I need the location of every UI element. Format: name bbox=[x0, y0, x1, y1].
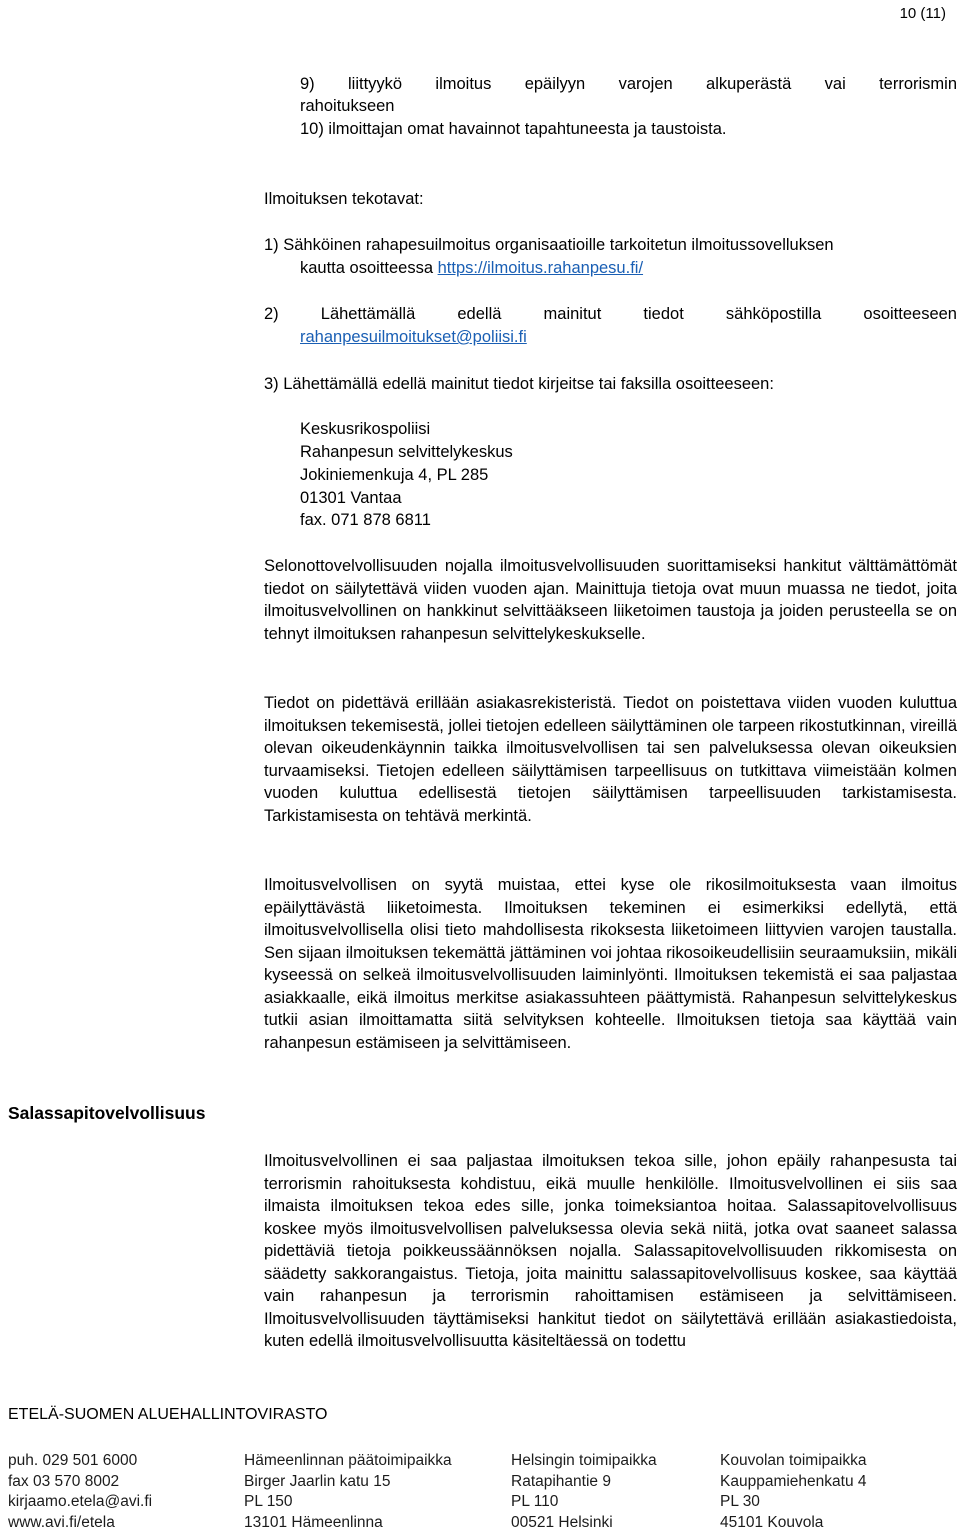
office-street: Kauppamiehenkatu 4 bbox=[720, 1472, 867, 1490]
office-name: Kouvolan toimipaikka bbox=[720, 1452, 867, 1469]
office-pobox: PL 150 bbox=[244, 1493, 293, 1510]
method-3-line1: 3) Lähettämällä edellä mainitut tiedot kirjeitse tai faksilla osoitteeseen: bbox=[264, 375, 774, 393]
address-line: Keskusrikospoliisi bbox=[300, 420, 431, 438]
footer-fax: fax 03 570 8002 bbox=[8, 1472, 120, 1490]
office-pobox: PL 30 bbox=[720, 1493, 760, 1510]
ilmoitus-link[interactable]: https://ilmoitus.rahanpesu.fi/ bbox=[437, 259, 644, 277]
office-name: Helsingin toimipaikka bbox=[511, 1452, 657, 1469]
email-link[interactable]: rahanpesuilmoitukset@poliisi.fi bbox=[300, 328, 527, 346]
method-2-line2 bbox=[300, 326, 527, 348]
office-postal: 00521 Helsinki bbox=[511, 1513, 613, 1531]
footer-office-kouvola bbox=[720, 1451, 867, 1533]
page-number: 10 (11) bbox=[899, 5, 946, 22]
office-street: Ratapihantie 9 bbox=[511, 1472, 611, 1490]
methods-heading: Ilmoituksen tekotavat: bbox=[264, 190, 424, 208]
paragraph-confidentiality: Ilmoitusvelvollinen ei saa paljastaa ilmoituksen tekoa sille, johon epäily rahanpesusta tai terrorismin rahoituksesta kohdistuu, eikä muulle henkilölle. Ilmoitusvelvollinen ei siis saa ilmaista ilmoituksen tekoa edes sille, jonka toimeksiantoa hoitaa. Salassapitovelvollisuus koskee myös ilmoitusvelvollisen palveluksessa olevia sekä niitä, jotka ovat saaneet salassa pidettäviä tietoja poikkeussäännöksen nojalla. Salassapitovelvollisuuden rikkomisesta on säädetty sakkorangaistus. Tietoja, joita mainittu salassapitovelvollisuus koskee, saa käyttää vain rahanpesun ja terrorismin rahoittamisen estämiseen ja selvittämiseen. Ilmoitusvelvollisuuden täyttämiseksi hankitut tiedot on säilytettävä erillään asiakastiedoista, kuten edellä ilmoitusvelvollisuutta käsiteltäessä on todettu bbox=[264, 1152, 957, 1350]
method-1-line2: kautta osoitteessa https://ilmoitus.rahanpesu.fi/ bbox=[300, 259, 644, 277]
footer-website[interactable]: www.avi.fi/etela bbox=[8, 1513, 115, 1531]
address-line: 01301 Vantaa bbox=[300, 489, 402, 507]
section-heading-confidentiality: Salassapitovelvollisuus bbox=[8, 1103, 206, 1123]
list-item-10: 10) ilmoittajan omat havainnot tapahtuneesta ja taustoista. bbox=[300, 120, 727, 138]
fax-line: fax. 071 878 6811 bbox=[300, 511, 431, 529]
footer-phone: puh. 029 501 6000 bbox=[8, 1452, 138, 1469]
list-item-9-line1: 9) liittyykö ilmoitus epäilyyn varojen alkuperästä vai terrorismin bbox=[300, 75, 958, 93]
agency-name: ETELÄ-SUOMEN ALUEHALLINTOVIRASTO bbox=[8, 1406, 328, 1423]
method-1-line1: 1) Sähköinen rahapesuilmoitus organisaatioille tarkoitetun ilmoitussovelluksen bbox=[264, 236, 834, 254]
paragraph-retention: Selonottovelvollisuuden nojalla ilmoitusvelvollisuuden suorittamiseksi hankitut välttämättömät tiedot on säilytettävä viiden vuoden ajan. Mainittuja tietoja ovat muun muassa ne tiedot, joita ilmoitusvelvollinen on hankkinut selvittääkseen liiketoimen taustoja ja joiden perusteella se on tehnyt ilmoituksen rahanpesun selvittelykeskukselle. bbox=[264, 557, 957, 643]
office-pobox: PL 110 bbox=[511, 1493, 559, 1510]
address-line: Rahanpesun selvittelykeskus bbox=[300, 443, 513, 461]
footer-office-helsinki bbox=[511, 1451, 657, 1533]
method-2-line1: 2) Lähettämällä edellä mainitut tiedot sähköpostilla osoitteeseen bbox=[264, 305, 957, 323]
footer-email[interactable]: kirjaamo.etela@avi.fi bbox=[8, 1493, 153, 1510]
office-postal: 13101 Hämeenlinna bbox=[244, 1513, 383, 1531]
footer-contact bbox=[8, 1451, 152, 1533]
office-name: Hämeenlinnan päätoimipaikka bbox=[244, 1452, 452, 1469]
office-street: Birger Jaarlin katu 15 bbox=[244, 1472, 391, 1490]
footer-office-hameenlinna bbox=[244, 1451, 452, 1533]
office-postal: 45101 Kouvola bbox=[720, 1513, 824, 1531]
paragraph-storage: Tiedot on pidettävä erillään asiakasrekisteristä. Tiedot on poistettava viiden vuoden kuluttua ilmoituksen tekemisestä, jollei tietojen edelleen säilyttäminen ole tarpeen rikostutkinnan, vireillä olevan oikeudenkäynnin taikka ilmoitusvelvollisen tai sen palveluksessa olevan oikeuksien turvaamiseksi. Tietojen edelleen säilyttämisen tarpeellisuus on tutkittava viimeistään kolmen vuoden kuluttua edellisestä tietojen säilyttämisen tarpeellisuuden tarkistamisesta. Tarkistamisesta on tehtävä merkintä. bbox=[264, 694, 957, 825]
address-line: Jokiniemenkuja 4, PL 285 bbox=[300, 466, 489, 484]
paragraph-reporting-obligation: Ilmoitusvelvollisen on syytä muistaa, ettei kyse ole rikosilmoituksesta vaan ilmoitus epäilyttävästä liiketoimesta. Ilmoituksen tekeminen ei esimerkiksi edellytä, että ilmoitusvelvollisella olisi tieto mahdollisesta rikoksesta liiketoimeen liittyvien varojen taustalla. Sen sijaan ilmoituksen tekemättä jättäminen voi johtaa rikosoikeudellisiin seuraamuksiin, mikäli kyseessä on selkeä ilmoitusvelvollisuuden laiminlyönti. Ilmoituksen tekemistä ei saa paljastaa asiakkaalle, eikä ilmoitus merkitse asiakassuhteen päättymistä. Rahanpesun selvittelykeskus tutkii asian ilmoittamatta siitä selvityksen kohteelle. Ilmoituksen tietoja saa käyttää vain rahanpesun estämiseen ja selvittämiseen. bbox=[264, 876, 957, 1052]
list-item-9-line2: rahoitukseen bbox=[300, 97, 395, 115]
